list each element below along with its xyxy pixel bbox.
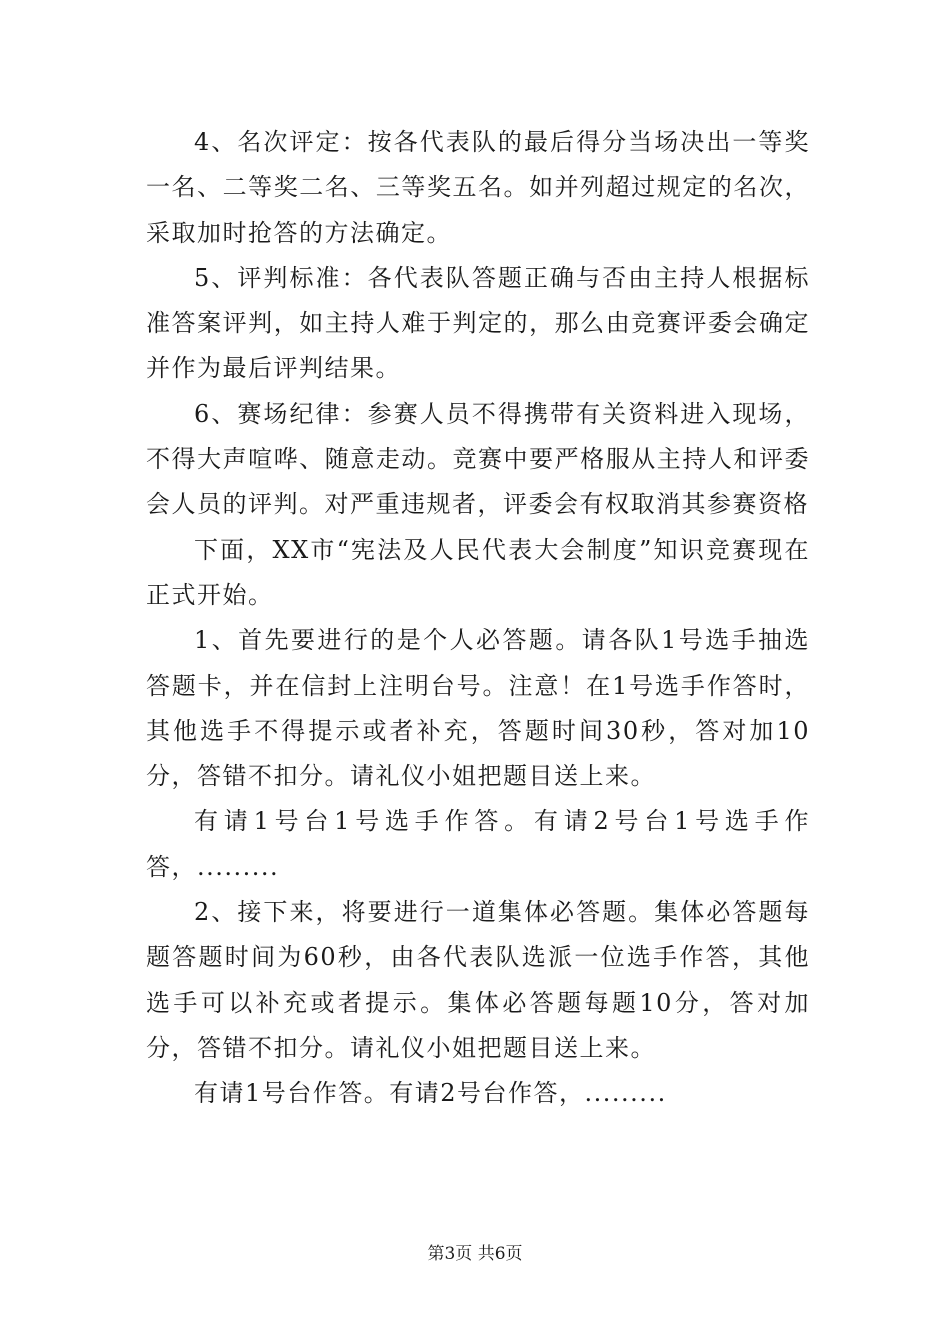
paragraph-venue-discipline: 6、赛场纪律：参赛人员不得携带有关资料进入现场，不得大声喧哗、随意走动。竞赛中要严格服从主持人和评委会人员的评判。对严重违规者，评委会有权取消其参赛资格 <box>146 399 810 519</box>
paragraph-judging-standard: 5、评判标准：各代表队答题正确与否由主持人根据标准答案评判，如主持人难于判定的，那么由竞赛评委会确定并作为最后评判结果。 <box>146 263 810 383</box>
paragraph-individual-invite: 有请1号台1号选手作答。有请2号台1号选手作答，......... <box>146 807 810 881</box>
document-body <box>146 120 810 1117</box>
paragraph-individual-questions: 1、首先要进行的是个人必答题。请各队1号选手抽选答题卡，并在信封上注明台号。注意！在1号选手作答时，其他选手不得提示或者补充，答题时间30秒，答对加10分，答错不扣分。请礼仪小姐把题目送上来。 <box>146 626 810 791</box>
paragraph-group-invite: 有请1号台作答。有请2号台作答，......... <box>194 1079 667 1108</box>
paragraph-ranking-rules: 4、名次评定：按各代表队的最后得分当场决出一等奖一名、二等奖二名、三等奖五名。如并列超过规定的名次，采取加时抢答的方法确定。 <box>146 128 810 247</box>
page-number-footer: 第3页 共6页 <box>427 1244 523 1264</box>
paragraph-competition-start: 下面，XX市“宪法及人民代表大会制度”知识竞赛现在正式开始。 <box>146 535 810 609</box>
paragraph-group-questions: 2、接下来，将要进行一道集体必答题。集体必答题每题答题时间为60秒，由各代表队选派一位选手作答，其他选手可以补充或者提示。集体必答题每题10分，答对加分，答错不扣分。请礼仪小姐把题目送上来。 <box>146 898 810 1062</box>
